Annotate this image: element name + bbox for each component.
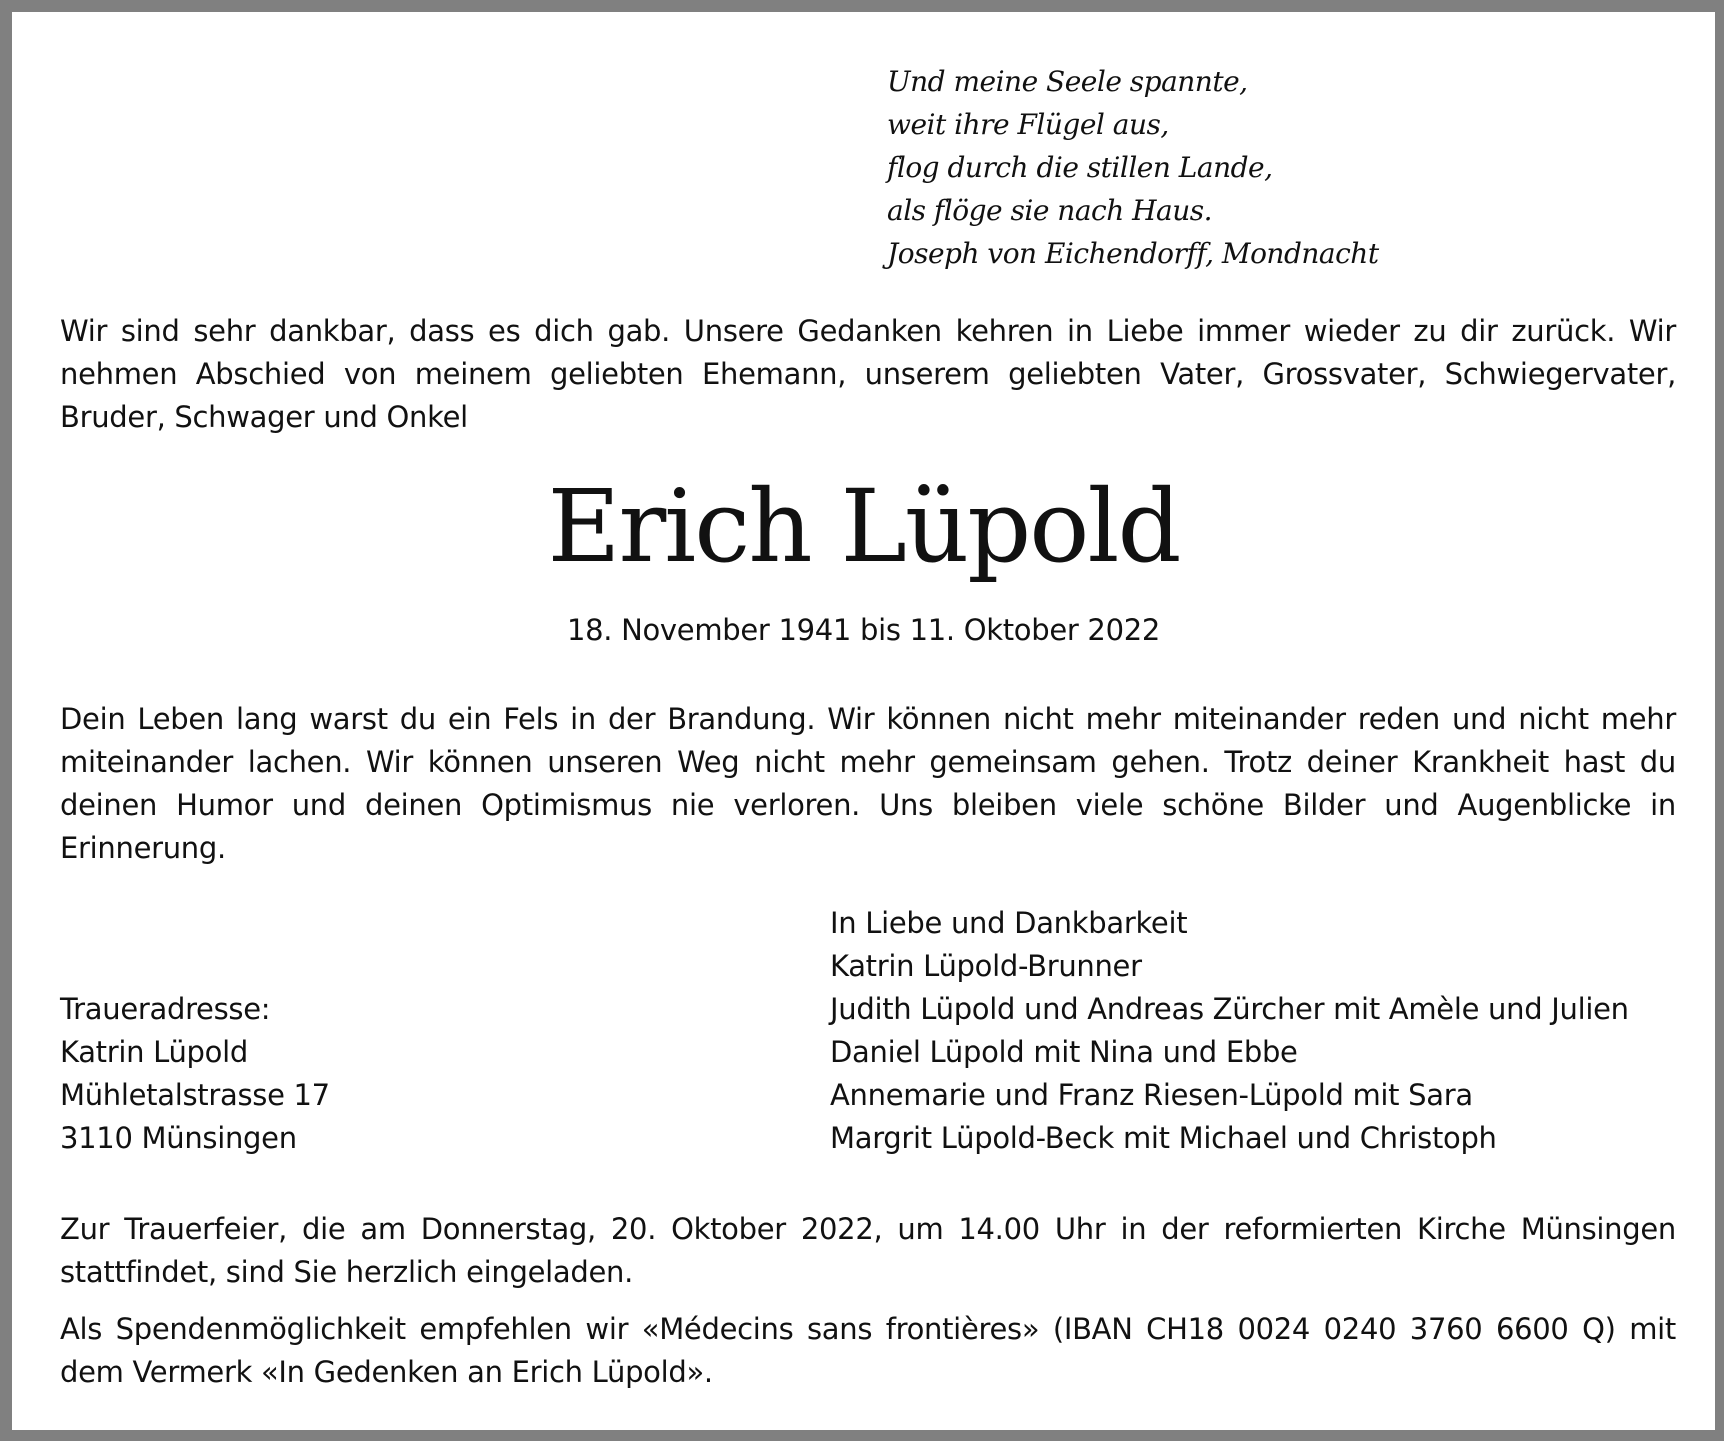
life-dates: 18. November 1941 bis 11. Oktober 2022 xyxy=(566,613,1161,647)
address-heading: Traueradresse: xyxy=(60,992,271,1026)
family-member: Daniel Lüpold mit Nina und Ebbe xyxy=(830,1035,1298,1069)
family-member: Margrit Lüpold-Beck mit Michael und Christoph xyxy=(830,1121,1497,1155)
obituary-notice xyxy=(12,12,1715,1430)
ceremony-paragraph: Zur Trauerfeier, die am Donnerstag, 20. Oktober 2022, um 14.00 Uhr in der reformierten Kirche Münsingen stattfindet, sind Sie herzlich eingeladen. xyxy=(60,1212,1676,1289)
poem-line: Und meine Seele spannte, xyxy=(887,65,1248,98)
family-member: Annemarie und Franz Riesen-Lüpold mit Sara xyxy=(830,1078,1473,1112)
family-greeting: In Liebe und Dankbarkeit xyxy=(830,906,1188,940)
poem-attribution: Joseph von Eichendorff, Mondnacht xyxy=(887,237,1379,270)
address-city: 3110 Münsingen xyxy=(60,1121,297,1155)
poem-quote xyxy=(887,60,1379,275)
mourning-address xyxy=(60,988,330,1160)
poem-line: als flöge sie nach Haus. xyxy=(887,194,1213,227)
poem-line: weit ihre Flügel aus, xyxy=(887,108,1169,141)
donation-paragraph: Als Spendenmöglichkeit empfehlen wir «Médecins sans frontières» (IBAN CH18 0024 0240 3760 6600 Q) mit dem Vermerk «In Gedenken an Erich Lüpold». xyxy=(60,1312,1676,1389)
address-name: Katrin Lüpold xyxy=(60,1035,248,1069)
tribute-paragraph: Dein Leben lang warst du ein Fels in der Brandung. Wir können nicht mehr miteinander reden und nicht mehr miteinander lachen. Wir können unseren Weg nicht mehr gemeinsam gehen. Trotz deiner Krankheit hast du deinen Humor und deinen Optimismus nie verloren. Uns bleiben viele schöne Bilder und Augenblicke in Erinnerung. xyxy=(60,702,1676,865)
poem-line: flog durch die stillen Lande, xyxy=(887,151,1273,184)
family-member: Katrin Lüpold-Brunner xyxy=(830,949,1142,983)
deceased-name: Erich Lüpold xyxy=(547,468,1180,585)
family-signature xyxy=(830,902,1629,1160)
intro-paragraph: Wir sind sehr dankbar, dass es dich gab. Unsere Gedanken kehren in Liebe immer wieder zu dir zurück. Wir nehmen Abschied von meinem geliebten Ehemann, unserem geliebten Vater, Grossvater, Schwiegervater, Bruder, Schwager und Onkel xyxy=(60,314,1676,434)
address-street: Mühletalstrasse 17 xyxy=(60,1078,330,1112)
family-member: Judith Lüpold und Andreas Zürcher mit Amèle und Julien xyxy=(830,992,1629,1026)
